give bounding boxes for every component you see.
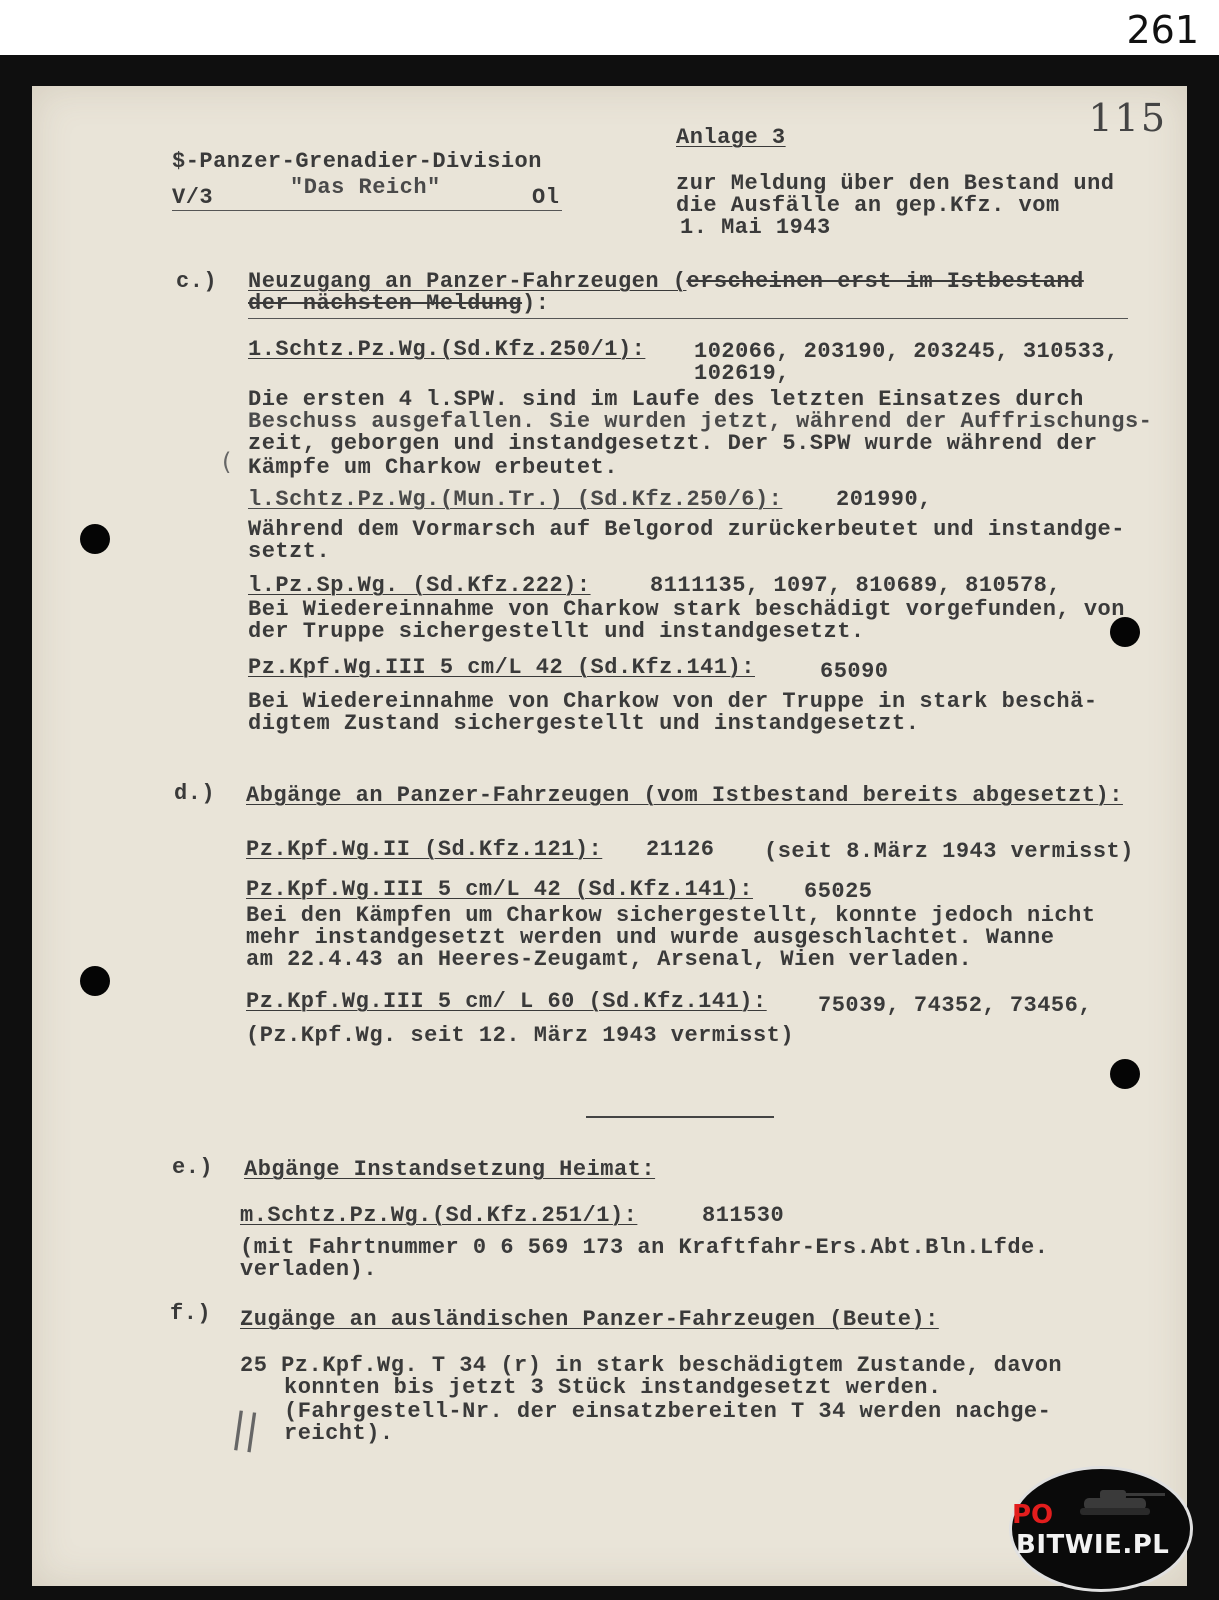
watermark-po: PO — [1012, 1500, 1054, 1530]
vehicle-note: (seit 8.März 1943 vermisst) — [764, 839, 1134, 864]
body-text: 25 Pz.Kpf.Wg. T 34 (r) in stark beschädigtem Zustande, davon — [240, 1353, 1063, 1378]
body-text: der Truppe sichergestellt und instandgesetzt. — [248, 619, 865, 644]
header-rule — [172, 210, 562, 211]
body-text: mehr instandgesetzt werden und wurde ausgeschlachtet. Wanne — [246, 925, 1055, 950]
page-stamp: 115 — [1088, 96, 1167, 140]
section-marker: c.) — [176, 269, 218, 294]
reference-code: Ol — [532, 185, 560, 210]
vehicle-numbers: 102066, 203190, 203245, 310533, — [694, 339, 1119, 364]
pencil-mark: ( — [222, 448, 232, 476]
body-text: digtem Zustand sichergestellt und instandgesetzt. — [248, 711, 920, 736]
section-marker: f.) — [170, 1301, 212, 1326]
pencil-mark: || — [228, 1404, 263, 1454]
punch-hole — [80, 966, 110, 996]
vehicle-numbers: 75039, 74352, 73456, — [818, 993, 1093, 1018]
body-text: reicht). — [284, 1421, 394, 1446]
watermark-bitwie: BITWIE.PL — [1016, 1530, 1170, 1560]
vehicle-label: m.Schtz.Pz.Wg.(Sd.Kfz.251/1): — [240, 1203, 638, 1228]
vehicle-label: 1.Schtz.Pz.Wg.(Sd.Kfz.250/1): — [248, 337, 646, 362]
body-text: Kämpfe um Charkow erbeutet. — [248, 455, 618, 480]
vehicle-numbers: 65025 — [804, 879, 873, 904]
body-text: Während dem Vormarsch auf Belgorod zurückerbeutet und instandge- — [248, 517, 1125, 542]
section-marker: e.) — [172, 1155, 214, 1180]
archive-page-number: 261 — [1126, 8, 1199, 52]
vehicle-label: Pz.Kpf.Wg.II (Sd.Kfz.121): — [246, 837, 603, 862]
vehicle-note: (Pz.Kpf.Wg. seit 12. März 1943 vermisst) — [246, 1023, 795, 1048]
vehicle-label: Pz.Kpf.Wg.III 5 cm/ L 60 (Sd.Kfz.141): — [246, 989, 767, 1014]
section-rule — [248, 318, 1128, 319]
annex-line: 1. Mai 1943 — [680, 215, 831, 240]
annex-title: Anlage 3 — [676, 125, 786, 150]
division-name: "Das Reich" — [290, 175, 441, 200]
tank-icon — [1070, 1484, 1170, 1518]
vehicle-label: l.Schtz.Pz.Wg.(Mun.Tr.) (Sd.Kfz.250/6): — [248, 487, 783, 512]
section-marker: d.) — [174, 781, 216, 806]
punch-hole — [80, 524, 110, 554]
vehicle-numbers: 102619, — [694, 361, 790, 386]
section-title-line2 — [248, 292, 549, 316]
body-text: (Fahrgestell-Nr. der einsatzbereiten T 34 werden nachge- — [284, 1399, 1052, 1424]
body-text: konnten bis jetzt 3 Stück instandgesetzt werden. — [284, 1375, 942, 1400]
section-title: Abgänge Instandsetzung Heimat: — [244, 1157, 656, 1182]
section-title: Zugänge an ausländischen Panzer-Fahrzeugen (Beute): — [240, 1307, 939, 1332]
section-separator — [586, 1116, 774, 1118]
body-text: verladen). — [240, 1257, 378, 1282]
vehicle-label: Pz.Kpf.Wg.III 5 cm/L 42 (Sd.Kfz.141): — [248, 655, 755, 680]
body-text: Bei den Kämpfen um Charkow sichergestellt, konnte jedoch nicht — [246, 903, 1096, 928]
vehicle-label: Pz.Kpf.Wg.III 5 cm/L 42 (Sd.Kfz.141): — [246, 877, 753, 902]
vehicle-label: l.Pz.Sp.Wg. (Sd.Kfz.222): — [248, 573, 591, 598]
body-text: am 22.4.43 an Heeres-Zeugamt, Arsenal, Wien verladen. — [246, 947, 973, 972]
body-text: setzt. — [248, 539, 331, 564]
division-line: $-Panzer-Grenadier-Division — [172, 149, 542, 174]
body-text: Bei Wiedereinnahme von Charkow von der Truppe in stark beschä- — [248, 689, 1098, 714]
section-title-end: ): — [522, 291, 550, 316]
body-text: Beschuss ausgefallen. Sie wurden jetzt, während der Auffrischungs- — [248, 409, 1153, 434]
reference: V/3 — [172, 185, 214, 210]
punch-hole — [1110, 1059, 1140, 1089]
section-title-struck: erscheinen erst im Istbestand — [686, 269, 1084, 294]
annex-line: die Ausfälle an gep.Kfz. vom — [676, 193, 1060, 218]
vehicle-numbers: 811530 — [702, 1203, 785, 1228]
body-text: (mit Fahrtnummer 0 6 569 173 an Kraftfahr-Ers.Abt.Bln.Lfde. — [240, 1235, 1049, 1260]
section-title-text: Neuzugang an Panzer-Fahrzeugen ( — [248, 269, 687, 294]
vehicle-numbers: 65090 — [820, 659, 889, 684]
body-text: zeit, geborgen und instandgesetzt. Der 5.SPW wurde während der — [248, 431, 1098, 456]
vehicle-numbers: 201990, — [836, 487, 932, 512]
section-title: Abgänge an Panzer-Fahrzeugen (vom Istbestand bereits abgesetzt): — [246, 783, 1123, 808]
vehicle-numbers: 8111135, 1097, 810689, 810578, — [650, 573, 1062, 598]
vehicle-numbers: 21126 — [646, 837, 715, 862]
section-title-struck: der nächsten Meldung — [248, 291, 523, 316]
body-text: Bei Wiedereinnahme von Charkow stark beschädigt vorgefunden, von — [248, 597, 1125, 622]
annex-line: zur Meldung über den Bestand und — [676, 171, 1115, 196]
body-text: Die ersten 4 l.SPW. sind im Laufe des letzten Einsatzes durch — [248, 387, 1084, 412]
